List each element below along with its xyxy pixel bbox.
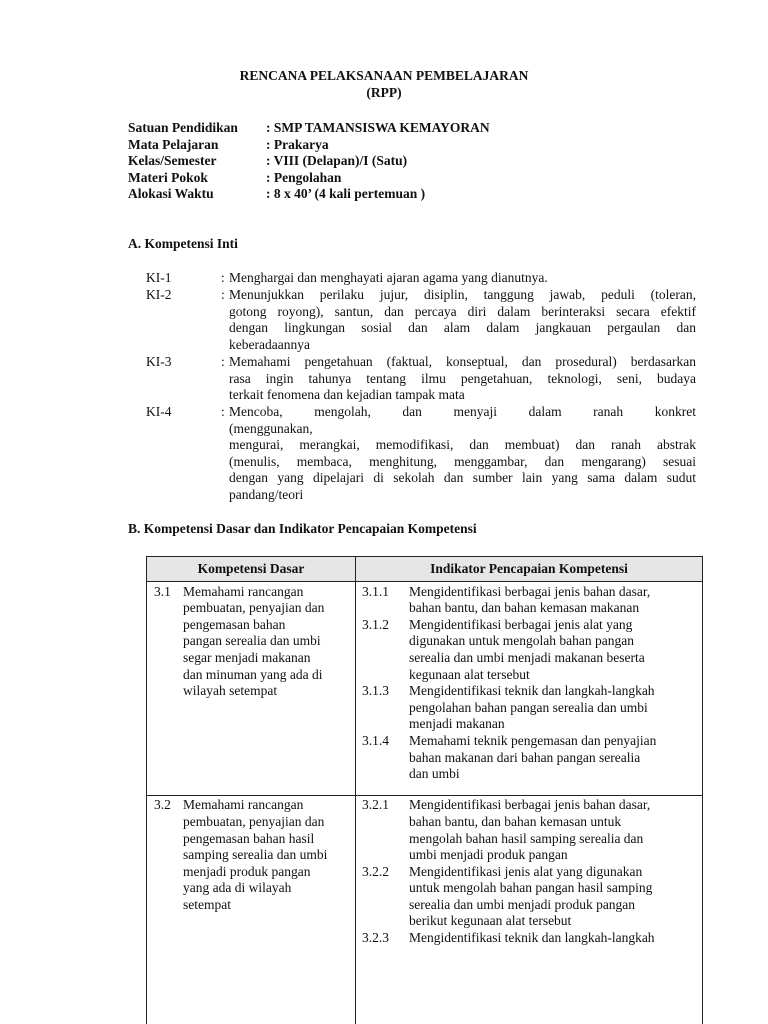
indicator-text: kegunaan alat tersebut (409, 667, 530, 682)
kd-number: 3.1 (154, 584, 171, 599)
indicator-text: Mengidentifikasi teknik dan langkah-langkah (409, 683, 655, 698)
kd-number: 3.2 (154, 797, 171, 812)
kd-description: pembuatan, penyajian dan (183, 814, 325, 829)
indicator-text: bahan bantu, dan bahan kemasan untuk (409, 814, 622, 829)
document-subtitle: (RPP) (366, 85, 402, 100)
ki-code: KI-4 (146, 404, 172, 419)
indicator-text: Mengidentifikasi teknik dan langkah-langkah (409, 930, 655, 945)
ki-line: Memahami pengetahuan (faktual, konseptual, dan prosedural) berdasarkan (229, 354, 696, 369)
ki-description (229, 354, 696, 404)
identity-label: Mata Pelajaran (128, 137, 219, 152)
ki-line: dengan lingkungan sosial dan alam dalam jangkauan pergaulan dan (229, 320, 696, 336)
identity-label: Alokasi Waktu (128, 186, 214, 201)
table-header-indicator: Indikator Pencapaian Kompetensi (430, 561, 628, 576)
ki-line: rasa ingin tahunya tentang ilmu pengetahuan, teknologi, seni, budaya (229, 370, 696, 386)
indicator-text: pengolahan bahan pangan serealia dan umbi (409, 700, 648, 715)
ki-code: KI-2 (146, 287, 172, 302)
indicator-text: Memahami teknik pengemasan dan penyajian (409, 733, 657, 748)
ki-line: Mencoba, mengolah, dan menyaji dalam ranah konkret (229, 404, 696, 419)
indicator-text: serealia dan umbi menjadi makanan beserta (409, 650, 645, 665)
identity-value: : Pengolahan (266, 170, 342, 185)
table-row-divider (146, 795, 703, 796)
kd-description: yang ada di wilayah (183, 880, 292, 895)
ki-line: gotong royong), santun, dan percaya diri dalam berinteraksi secara efektif (229, 303, 696, 319)
indicator-text: bahan bantu, dan bahan kemasan makanan (409, 600, 640, 615)
kd-description: menjadi produk pangan (183, 864, 311, 879)
ki-line: dengan yang dipelajari di sekolah dan sumber lain yang sama dalam sudut (229, 470, 696, 486)
indicator-number: 3.1.3 (362, 683, 389, 698)
ki-colon: : (221, 354, 225, 369)
kd-description: pengemasan bahan hasil (183, 831, 315, 846)
indicator-text: mengolah bahan hasil samping serealia dan (409, 831, 644, 846)
table-header-kd: Kompetensi Dasar (197, 561, 305, 576)
ki-line: Menghargai dan menghayati ajaran agama yang dianutnya. (229, 270, 548, 285)
identity-value: : SMP TAMANSISWA KEMAYORAN (266, 120, 490, 135)
kd-description: setempat (183, 897, 231, 912)
identity-label: Materi Pokok (128, 170, 208, 185)
ki-colon: : (221, 270, 225, 285)
indicator-text: bahan makanan dari bahan pangan serealia (409, 750, 641, 765)
indicator-text: digunakan untuk mengolah bahan pangan (409, 633, 634, 648)
kd-description: pengemasan bahan (183, 617, 286, 632)
kd-description: pangan serealia dan umbi (183, 633, 321, 648)
indicator-text: Mengidentifikasi jenis alat yang digunakan (409, 864, 643, 879)
kd-description: segar menjadi makanan (183, 650, 311, 665)
ki-description (229, 270, 696, 287)
identity-label: Satuan Pendidikan (128, 120, 238, 135)
ki-colon: : (221, 404, 225, 419)
kd-description: wilayah setempat (183, 683, 278, 698)
ki-colon: : (221, 287, 225, 302)
indicator-number: 3.2.2 (362, 864, 389, 879)
identity-value: : 8 x 40’ (4 kali pertemuan ) (266, 186, 426, 201)
ki-line: pandang/teori (229, 486, 304, 502)
section-a-heading: A. Kompetensi Inti (128, 236, 238, 251)
indicator-text: Mengidentifikasi berbagai jenis bahan dasar, (409, 797, 651, 812)
indicator-number: 3.1.1 (362, 584, 389, 599)
document-title: RENCANA PELAKSANAAN PEMBELAJARAN (239, 68, 529, 83)
kd-description: dan minuman yang ada di (183, 667, 323, 682)
ki-description (229, 404, 696, 504)
indicator-text: untuk mengolah bahan pangan hasil samping (409, 880, 653, 895)
ki-line: mengurai, merangkai, memodifikasi, dan membuat) dan ranah abstrak (229, 437, 696, 453)
ki-description (229, 287, 696, 353)
ki-line: Menunjukkan perilaku jujur, disiplin, tanggung jawab, peduli (toleran, (229, 287, 696, 302)
kd-description: Memahami rancangan (183, 797, 304, 812)
table-column-divider (355, 556, 356, 1024)
ki-line: (menggunakan, (229, 420, 313, 436)
identity-label: Kelas/Semester (128, 153, 217, 168)
indicator-text: Mengidentifikasi berbagai jenis alat yang (409, 617, 633, 632)
indicator-number: 3.2.1 (362, 797, 389, 812)
kd-description: Memahami rancangan (183, 584, 304, 599)
section-b-heading: B. Kompetensi Dasar dan Indikator Pencapaian Kompetensi (128, 521, 477, 536)
indicator-number: 3.1.2 (362, 617, 389, 632)
indicator-text: serealia dan umbi menjadi produk pangan (409, 897, 636, 912)
indicator-text: umbi menjadi produk pangan (409, 847, 568, 862)
table-header-divider (146, 581, 703, 582)
table-border-top (146, 556, 703, 557)
indicator-text: Mengidentifikasi berbagai jenis bahan dasar, (409, 584, 651, 599)
identity-value: : Prakarya (266, 137, 329, 152)
ki-line: (menulis, membaca, menghitung, menggambar, dan mengarang) sesuai (229, 453, 696, 469)
indicator-text: berikut kegunaan alat tersebut (409, 913, 572, 928)
kd-description: samping serealia dan umbi (183, 847, 328, 862)
kd-description: pembuatan, penyajian dan (183, 600, 325, 615)
table-border-right (702, 556, 703, 1024)
ki-code: KI-3 (146, 354, 172, 369)
table-border-left (146, 556, 147, 1024)
ki-line: keberadaannya (229, 336, 310, 352)
indicator-text: menjadi makanan (409, 716, 505, 731)
indicator-number: 3.2.3 (362, 930, 389, 945)
identity-value: : VIII (Delapan)/I (Satu) (266, 153, 408, 168)
ki-code: KI-1 (146, 270, 172, 285)
indicator-number: 3.1.4 (362, 733, 389, 748)
ki-line: terkait fenomena dan kejadian tampak mata (229, 387, 465, 403)
indicator-text: dan umbi (409, 766, 460, 781)
